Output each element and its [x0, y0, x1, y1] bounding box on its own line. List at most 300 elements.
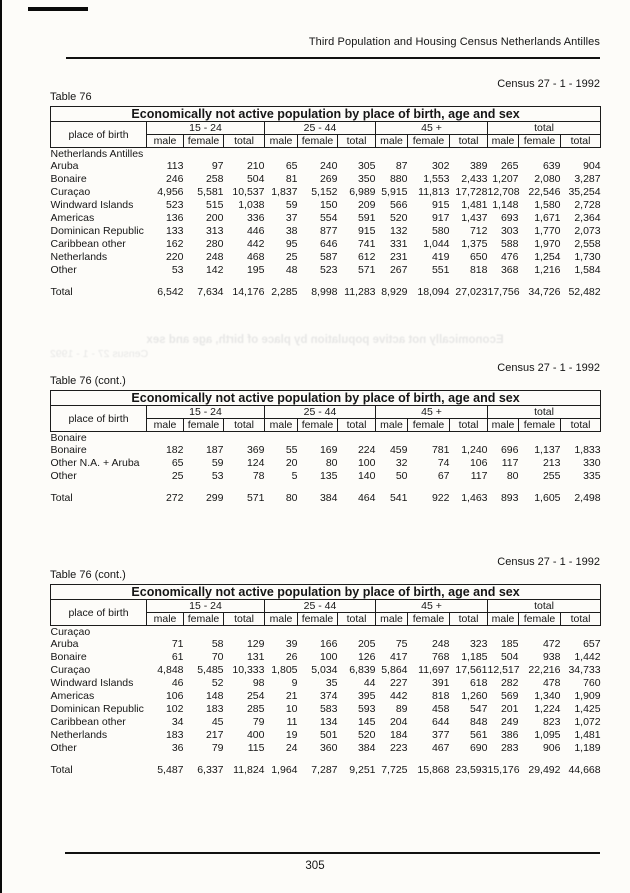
cell-value: 1,481 [574, 729, 601, 741]
cell-value: 904 [583, 160, 601, 172]
col-header-female: female [519, 135, 561, 148]
col-header-total: total [561, 613, 601, 626]
cell-value: 17,561 [455, 664, 488, 676]
cell-value: 1,044 [423, 238, 450, 250]
cell-value: 185 [500, 638, 519, 650]
row-label: Other [50, 470, 77, 482]
cell-value: 446 [246, 225, 265, 237]
cell-value: 1,240 [461, 444, 488, 456]
table-title: Economically not active population by place of birth, age and sex [51, 107, 601, 122]
cell-value: 468 [246, 251, 265, 263]
cell-value: 25 [171, 470, 184, 482]
cell-value: 98 [252, 677, 265, 689]
cell-value: 45 [211, 716, 224, 728]
total-value: 1,605 [534, 492, 561, 504]
cell-value: 554 [319, 212, 338, 224]
cell-value: 148 [205, 690, 224, 702]
cell-value: 1,189 [574, 742, 601, 754]
cell-value: 417 [389, 651, 408, 663]
total-value: 11,824 [233, 764, 265, 776]
table-row [51, 729, 601, 742]
cell-value: 547 [469, 703, 488, 715]
cell-value: 285 [246, 703, 265, 715]
header-rule [66, 57, 600, 59]
cell-value: 6,839 [349, 664, 376, 676]
cell-value: 48 [285, 264, 298, 276]
age-group-header-row [51, 600, 601, 613]
row-label: Caribbean other [50, 238, 126, 250]
row-label: Caribbean other [50, 716, 126, 728]
total-value: 571 [246, 492, 265, 504]
total-value: 80 [285, 492, 298, 504]
col-header-male: male [488, 613, 519, 626]
cell-value: 1,224 [534, 703, 561, 715]
table-row [51, 677, 601, 690]
scan-edge-artifact [0, 0, 2, 893]
cell-value: 204 [389, 716, 408, 728]
cell-value: 313 [205, 225, 224, 237]
cell-value: 87 [395, 160, 408, 172]
cell-value: 71 [171, 638, 184, 650]
spacer-row [51, 483, 601, 492]
table-label: Table 76 [50, 91, 92, 103]
census-table [50, 584, 601, 777]
cell-value: 690 [469, 742, 488, 754]
cell-value: 1,553 [423, 173, 450, 185]
spacer-row [51, 755, 601, 764]
cell-value: 848 [469, 716, 488, 728]
col-header-total: total [450, 613, 488, 626]
spacer-row [51, 277, 601, 286]
section-label: Netherlands Antilles [50, 148, 144, 160]
total-value: 1,964 [271, 764, 298, 776]
total-value: 8,929 [381, 286, 408, 298]
table-row [51, 186, 601, 199]
cell-value: 283 [500, 742, 519, 754]
cell-value: 818 [431, 690, 450, 702]
cell-value: 113 [166, 160, 184, 172]
cell-value: 478 [542, 677, 561, 689]
row-label: Curaçao [50, 186, 91, 198]
table-row [51, 742, 601, 755]
col-header-male: male [376, 613, 408, 626]
total-label: Total [50, 764, 73, 776]
table-row [51, 457, 601, 470]
cell-value: 249 [500, 716, 519, 728]
row-label: Windward Islands [50, 677, 134, 689]
cell-value: 1,837 [271, 186, 298, 198]
cell-value: 419 [431, 251, 450, 263]
cell-value: 80 [506, 470, 519, 482]
total-row [51, 286, 601, 299]
census-date: Census 27 - 1 - 1992 [497, 556, 600, 568]
cell-value: 282 [500, 677, 519, 689]
col-header-male: male [376, 135, 408, 148]
row-label: Aruba [50, 638, 79, 650]
cell-value: 79 [211, 742, 224, 754]
cell-value: 400 [246, 729, 265, 741]
cell-value: 78 [252, 470, 265, 482]
cell-value: 374 [319, 690, 338, 702]
cell-value: 11 [286, 716, 298, 728]
col-header-female: female [408, 135, 450, 148]
cell-value: 1,340 [534, 690, 561, 702]
cell-value: 53 [211, 470, 224, 482]
cell-value: 5,864 [381, 664, 408, 676]
cell-value: 205 [357, 638, 376, 650]
cell-value: 223 [389, 742, 408, 754]
col-header-total: total [561, 135, 601, 148]
col-header-male: male [147, 419, 184, 432]
cell-value: 52 [211, 677, 224, 689]
table-row [51, 173, 601, 186]
col-header-total: total [338, 613, 376, 626]
col-header-male: male [265, 419, 298, 432]
cell-value: 561 [469, 729, 488, 741]
cell-value: 95 [285, 238, 298, 250]
cell-value: 182 [165, 444, 184, 456]
col-header-total: total [450, 419, 488, 432]
cell-value: 305 [357, 160, 376, 172]
total-value: 27,023 [455, 286, 488, 298]
cell-value: 10,333 [232, 664, 265, 676]
total-value: 464 [357, 492, 376, 504]
cell-value: 1,833 [574, 444, 601, 456]
cell-value: 618 [469, 677, 488, 689]
cell-value: 231 [389, 251, 408, 263]
row-label: Dominican Republic [50, 703, 144, 715]
cell-value: 1,730 [574, 251, 601, 263]
cell-value: 9 [291, 677, 298, 689]
cell-value: 1,185 [461, 651, 488, 663]
cell-value: 115 [247, 742, 265, 754]
total-label: Total [50, 492, 73, 504]
cell-value: 523 [319, 264, 338, 276]
cell-value: 187 [205, 444, 224, 456]
col-header-female: female [519, 419, 561, 432]
cell-value: 1,481 [461, 199, 488, 211]
table-row [51, 212, 601, 225]
cell-value: 1,216 [534, 264, 561, 276]
row-label: Bonaire [50, 173, 87, 185]
row-label: Other N.A. + Aruba [50, 457, 140, 469]
col-header-place-of-birth: place of birth [51, 406, 147, 432]
census-table [50, 390, 601, 505]
cell-value: 5,581 [197, 186, 224, 198]
cell-value: 267 [389, 264, 408, 276]
col-group-15-24: 15 - 24 [147, 122, 265, 135]
cell-value: 5 [291, 470, 298, 482]
cell-value: 24 [285, 742, 298, 754]
cell-value: 61 [171, 651, 184, 663]
cell-value: 201 [500, 703, 519, 715]
title-row [51, 585, 601, 600]
cell-value: 5,152 [311, 186, 338, 198]
cell-value: 117 [501, 457, 519, 469]
cell-value: 65 [171, 457, 184, 469]
cell-value: 1,375 [461, 238, 488, 250]
cell-value: 131 [246, 651, 265, 663]
row-label: Aruba [50, 160, 79, 172]
total-value: 7,287 [311, 764, 338, 776]
cell-value: 302 [431, 160, 450, 172]
cell-value: 593 [357, 703, 376, 715]
cell-value: 213 [542, 457, 561, 469]
table-row [51, 664, 601, 677]
cell-value: 195 [246, 264, 265, 276]
cell-value: 1,425 [574, 703, 601, 715]
row-label: Windward Islands [50, 199, 134, 211]
cell-value: 140 [357, 470, 376, 482]
cell-value: 389 [469, 160, 488, 172]
total-value: 893 [500, 492, 519, 504]
cell-value: 591 [357, 212, 376, 224]
section-row [51, 432, 601, 445]
total-label: Total [50, 286, 73, 298]
row-label: Curaçao [50, 664, 91, 676]
row-label: Netherlands [50, 251, 108, 263]
cell-value: 280 [205, 238, 224, 250]
cell-value: 106 [165, 690, 184, 702]
cell-value: 880 [389, 173, 408, 185]
cell-value: 650 [469, 251, 488, 263]
cell-value: 142 [205, 264, 224, 276]
cell-value: 2,073 [574, 225, 601, 237]
cell-value: 501 [319, 729, 338, 741]
corner-registration-mark [28, 7, 88, 11]
cell-value: 4,956 [157, 186, 184, 198]
total-row [51, 764, 601, 777]
col-group-total: total [488, 600, 601, 613]
age-group-header-row [51, 406, 601, 419]
table-label: Table 76 (cont.) [50, 569, 126, 581]
cell-value: 523 [165, 199, 184, 211]
cell-value: 117 [470, 470, 488, 482]
cell-value: 1,970 [534, 238, 561, 250]
cell-value: 1,442 [574, 651, 601, 663]
cell-value: 248 [205, 251, 224, 263]
cell-value: 126 [357, 651, 376, 663]
col-header-male: male [265, 135, 298, 148]
cell-value: 81 [285, 173, 298, 185]
cell-value: 17,728 [455, 186, 488, 198]
cell-value: 2,728 [574, 199, 601, 211]
cell-value: 566 [389, 199, 408, 211]
cell-value: 2,433 [461, 173, 488, 185]
cell-value: 3,287 [574, 173, 601, 185]
cell-value: 34,733 [568, 664, 601, 676]
table-title: Economically not active population by place of birth, age and sex [51, 585, 601, 600]
total-value: 52,482 [568, 286, 601, 298]
census-table [50, 106, 601, 299]
row-label: Bonaire [50, 651, 87, 663]
col-group-45plus: 45 + [376, 600, 488, 613]
cell-value: 520 [389, 212, 408, 224]
cell-value: 162 [165, 238, 184, 250]
col-header-total: total [224, 613, 265, 626]
cell-value: 612 [357, 251, 376, 263]
col-header-male: male [376, 419, 408, 432]
col-header-total: total [224, 419, 265, 432]
cell-value: 1,254 [534, 251, 561, 263]
spacer [51, 483, 601, 492]
cell-value: 369 [246, 444, 265, 456]
table-title: Economically not active population by place of birth, age and sex [51, 391, 601, 406]
cell-value: 917 [431, 212, 450, 224]
total-value: 15,176 [487, 764, 520, 776]
cell-value: 330 [583, 457, 601, 469]
cell-value: 350 [357, 173, 376, 185]
cell-value: 5,485 [197, 664, 224, 676]
row-label: Americas [50, 690, 95, 702]
cell-value: 220 [165, 251, 184, 263]
cell-value: 1,148 [492, 199, 519, 211]
cell-value: 100 [319, 651, 338, 663]
cell-value: 46 [171, 677, 184, 689]
table-row [51, 199, 601, 212]
cell-value: 39 [285, 638, 298, 650]
title-row [51, 107, 601, 122]
total-value: 922 [431, 492, 450, 504]
cell-value: 335 [583, 470, 601, 482]
cell-value: 768 [431, 651, 450, 663]
cell-value: 458 [431, 703, 450, 715]
cell-value: 1,260 [461, 690, 488, 702]
cell-value: 200 [205, 212, 224, 224]
running-header: Third Population and Housing Census Netherlands Antilles [308, 36, 600, 48]
col-group-25-44: 25 - 44 [265, 122, 376, 135]
total-value: 7,634 [197, 286, 224, 298]
spacer [51, 277, 601, 286]
row-label: Other [50, 264, 77, 276]
cell-value: 124 [246, 457, 265, 469]
col-group-45plus: 45 + [376, 406, 488, 419]
col-group-15-24: 15 - 24 [147, 406, 265, 419]
cell-value: 571 [357, 264, 376, 276]
cell-value: 368 [500, 264, 519, 276]
page-number: 305 [305, 860, 325, 872]
cell-value: 133 [165, 225, 184, 237]
cell-value: 395 [357, 690, 376, 702]
row-label: Dominican Republic [50, 225, 144, 237]
cell-value: 1,580 [534, 199, 561, 211]
total-value: 2,498 [574, 492, 601, 504]
col-header-female: female [184, 135, 224, 148]
cell-value: 6,989 [349, 186, 376, 198]
total-value: 6,337 [197, 764, 224, 776]
cell-value: 2,080 [534, 173, 561, 185]
cell-value: 639 [542, 160, 561, 172]
cell-value: 336 [246, 212, 265, 224]
cell-value: 442 [246, 238, 265, 250]
col-group-25-44: 25 - 44 [265, 600, 376, 613]
col-header-female: female [184, 613, 224, 626]
table-section-curacao [50, 556, 600, 777]
cell-value: 35 [325, 677, 338, 689]
total-value: 272 [165, 492, 184, 504]
cell-value: 12,517 [487, 664, 520, 676]
cell-value: 644 [431, 716, 450, 728]
cell-value: 583 [319, 703, 338, 715]
total-value: 1,463 [461, 492, 488, 504]
total-value: 34,726 [528, 286, 561, 298]
col-header-total: total [338, 135, 376, 148]
spacer [51, 755, 601, 764]
cell-value: 183 [165, 729, 184, 741]
cell-value: 135 [319, 470, 338, 482]
cell-value: 58 [211, 638, 224, 650]
cell-value: 53 [171, 264, 184, 276]
cell-value: 331 [389, 238, 408, 250]
cell-value: 248 [431, 638, 450, 650]
cell-value: 10,537 [232, 186, 265, 198]
cell-value: 323 [469, 638, 488, 650]
cell-value: 20 [285, 457, 298, 469]
cell-value: 184 [389, 729, 408, 741]
cell-value: 467 [431, 742, 450, 754]
total-value: 17,756 [487, 286, 520, 298]
col-header-female: female [298, 135, 338, 148]
cell-value: 44 [363, 677, 376, 689]
cell-value: 1,137 [534, 444, 561, 456]
col-header-female: female [298, 419, 338, 432]
cell-value: 696 [500, 444, 519, 456]
cell-value: 1,038 [238, 199, 265, 211]
cell-value: 70 [211, 651, 224, 663]
cell-value: 741 [357, 238, 376, 250]
cell-value: 254 [246, 690, 265, 702]
cell-value: 97 [211, 160, 224, 172]
cell-value: 10 [285, 703, 298, 715]
cell-value: 79 [252, 716, 265, 728]
table-row [51, 225, 601, 238]
cell-value: 1,437 [461, 212, 488, 224]
section-row [51, 148, 601, 161]
census-date: Census 27 - 1 - 1992 [497, 78, 600, 90]
cell-value: 11,813 [418, 186, 450, 198]
cell-value: 384 [357, 742, 376, 754]
total-value: 384 [319, 492, 338, 504]
total-value: 9,251 [349, 764, 376, 776]
footer-rule [65, 852, 600, 854]
cell-value: 209 [357, 199, 376, 211]
col-group-15-24: 15 - 24 [147, 600, 265, 613]
cell-value: 580 [431, 225, 450, 237]
col-header-male: male [488, 419, 519, 432]
total-value: 44,668 [568, 764, 601, 776]
cell-value: 377 [431, 729, 450, 741]
cell-value: 32 [395, 457, 408, 469]
cell-value: 515 [205, 199, 224, 211]
cell-value: 712 [469, 225, 488, 237]
cell-value: 4,848 [157, 664, 184, 676]
cell-value: 818 [469, 264, 488, 276]
total-value: 8,998 [311, 286, 338, 298]
table-row [51, 703, 601, 716]
cell-value: 1,805 [271, 664, 298, 676]
cell-value: 5,915 [381, 186, 408, 198]
cell-value: 183 [205, 703, 224, 715]
cell-value: 569 [500, 690, 519, 702]
cell-value: 906 [542, 742, 561, 754]
bleed-text: Census 27 - 1 - 1992 [50, 348, 149, 360]
cell-value: 269 [319, 173, 338, 185]
cell-value: 360 [319, 742, 338, 754]
col-header-place-of-birth: place of birth [51, 600, 147, 626]
cell-value: 1,671 [534, 212, 561, 224]
total-row [51, 492, 601, 505]
table-label: Table 76 (cont.) [50, 375, 126, 387]
